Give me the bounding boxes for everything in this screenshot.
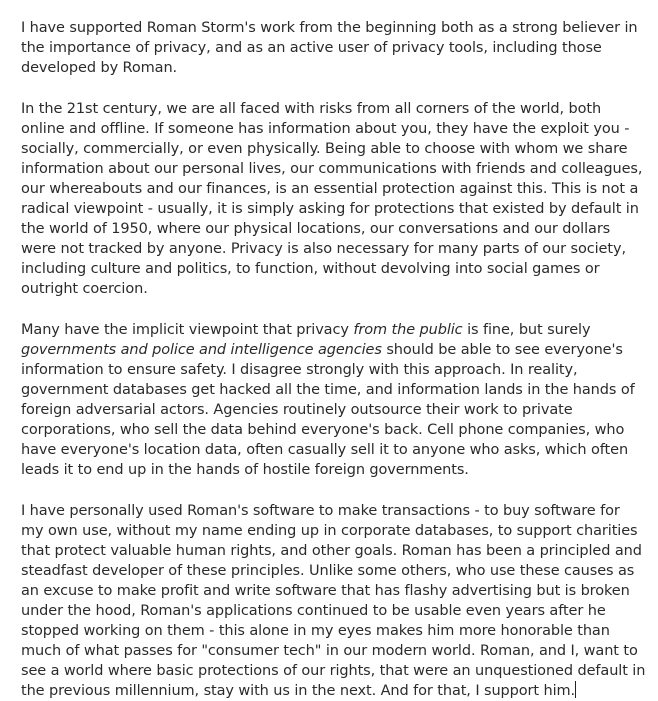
paragraph-3 [21, 320, 646, 480]
paragraph-4-text: I have personally used Roman's software to make transactions - to buy software for my own use, without my name ending up in corporate databases, to support charities that protect valuable human rights, and other goals. Roman has been a principled and steadfast developer of these principles. Unlike some others, who use these causes as an excuse to make profit and write software that has flashy advertising but is broken under the hood, Roman's applications continued to be usable even years after he stopped working on them - this alone in my eyes makes him more honorable than much of what passes for "consumer tech" in our modern world. Roman, and I, want to see a world where basic protections of our rights, that were an unquestioned default in the previous millennium, stay with us in the next. And for that, I support him. [21, 503, 646, 699]
text-editor-body[interactable] [21, 18, 646, 701]
paragraph-3-text-a: Many have the implicit viewpoint that privacy [21, 322, 354, 338]
paragraph-3-emphasis-public: from the public [353, 322, 463, 338]
paragraph-3-text-c: is fine, but surely [462, 322, 591, 338]
paragraph-1-text: I have supported Roman Storm's work from the beginning both as a strong believer in the importance of privacy, and as an active user of privacy tools, including those developed by Roman. [21, 20, 638, 76]
paragraph-3-emphasis-agencies: governments and police and intelligence agencies [21, 342, 382, 358]
text-cursor [575, 681, 576, 698]
paragraph-4 [21, 501, 646, 701]
paragraph-1 [21, 18, 646, 78]
paragraph-2-text: In the 21st century, we are all faced with risks from all corners of the world, both online and offline. If someone has information about you, they have the exploit you - socially, commercially, or even physically. Being able to choose with whom we share information about our personal lives, our communications with friends and colleagues, our whereabouts and our finances, is an essential protection against this. This is not a radical viewpoint - usually, it is simply asking for protections that existed by default in the world of 1950, where our physical locations, our conversations and our dollars were not tracked by anyone. Privacy is also necessary for many parts of our society, including culture and politics, to function, without devolving into social games or outright coercion. [21, 101, 643, 297]
paragraph-2 [21, 99, 646, 299]
paragraph-3-text-e: should be able to see everyone's information to ensure safety. I disagree strongly with this approach. In reality, government databases get hacked all the time, and information lands in the hands of foreign adversarial actors. Agencies routinely outsource their work to private corporations, who sell the data behind everyone's back. Cell phone companies, who have everyone's location data, often casually sell it to anyone who asks, which often leads it to end up in the hands of hostile foreign governments. [21, 342, 635, 478]
